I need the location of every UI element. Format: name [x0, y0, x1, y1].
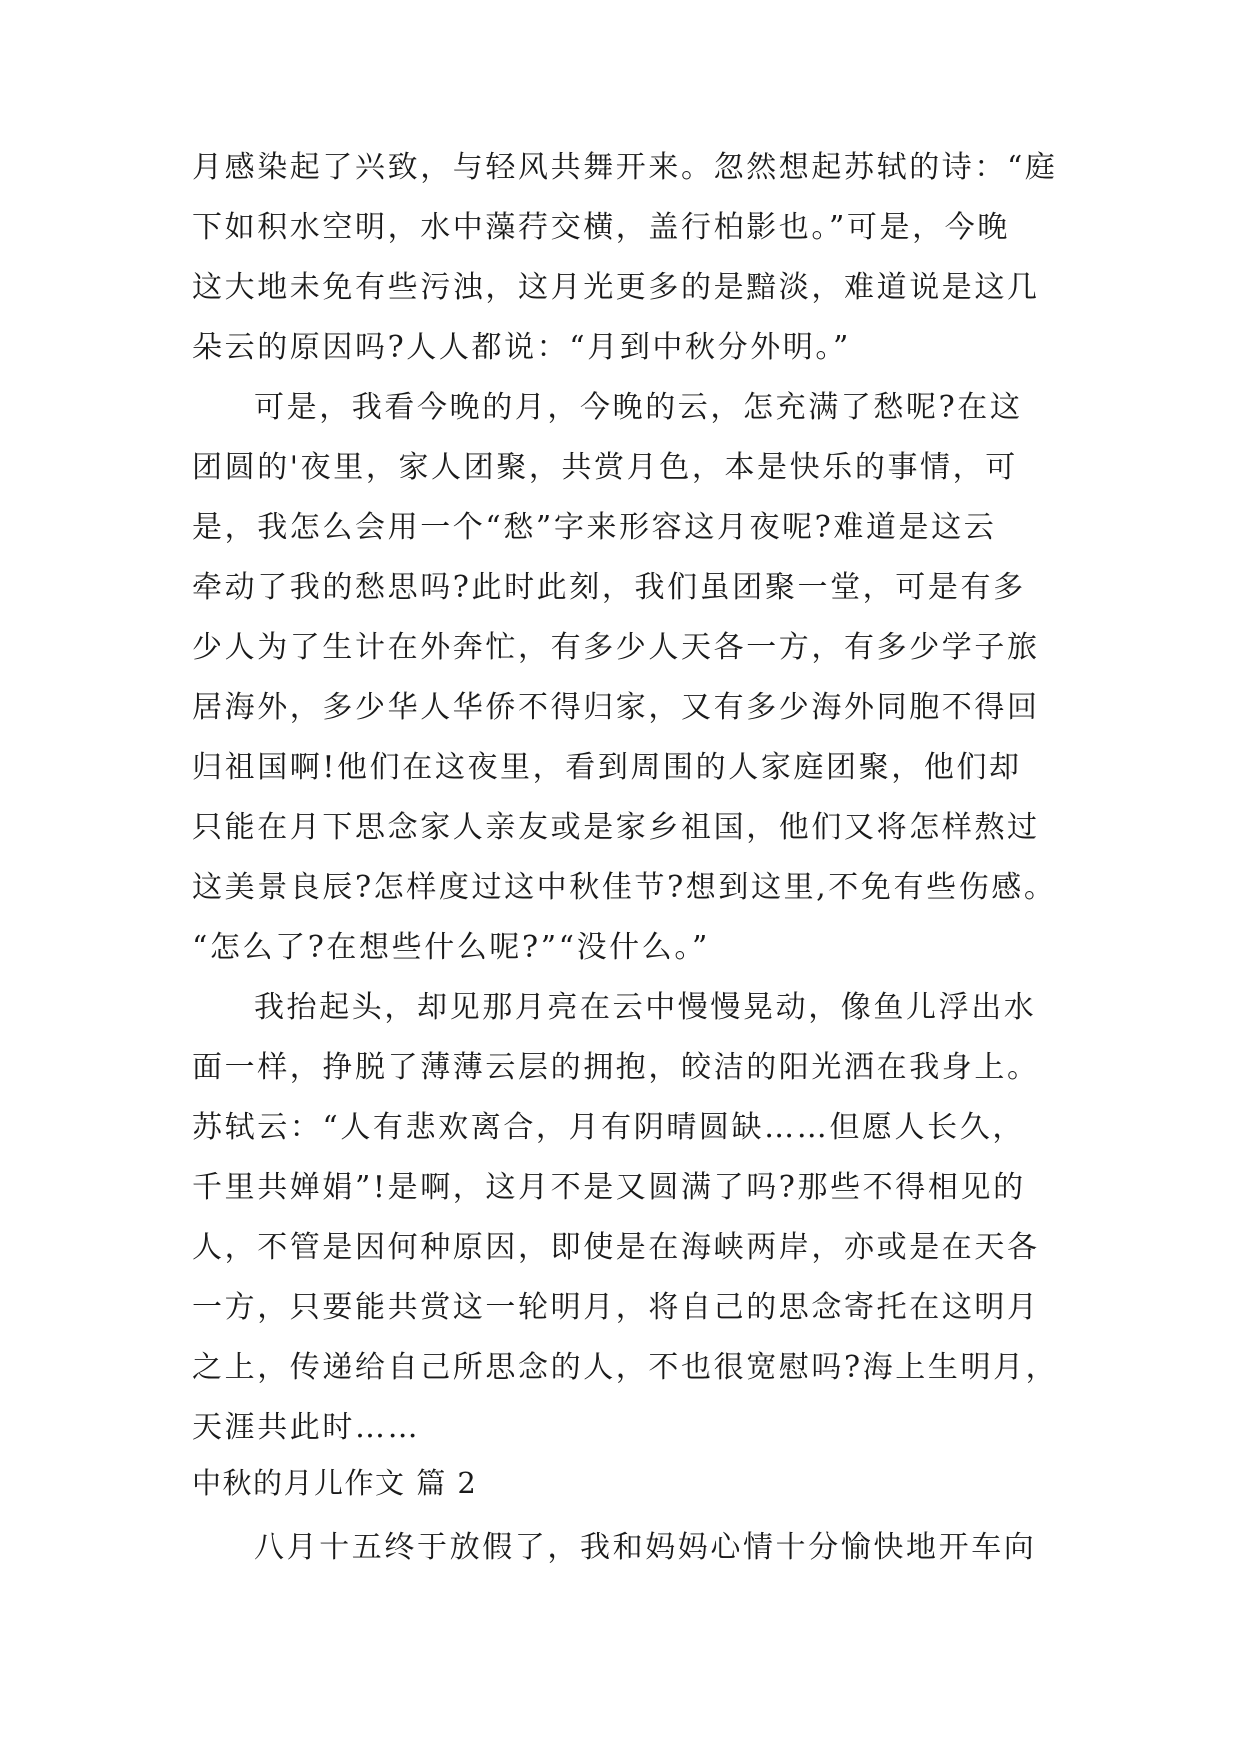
section-title: 中秋的月儿作文 篇 2	[192, 1466, 478, 1500]
paragraph-2-line-9: 这美景良辰?怎样度过这中秋佳节?想到这里,不免有些伤感。	[192, 870, 1057, 905]
paragraph-2-line-5: 少人为了生计在外奔忙，有多少人天各一方，有多少学子旅	[192, 630, 1040, 665]
paragraph-2-line-7: 归祖国啊!他们在这夜里，看到周围的人家庭团聚，他们却	[192, 750, 1022, 785]
paragraph-2-line-6: 居海外，多少华人华侨不得归家，又有多少海外同胞不得回	[192, 690, 1040, 725]
paragraph-3-line-2: 面一样，挣脱了薄薄云层的拥抱，皎洁的阳光洒在我身上。	[192, 1050, 1040, 1085]
paragraph-3-line-5: 人，不管是因何种原因，即使是在海峡两岸，亦或是在天各	[192, 1230, 1040, 1265]
paragraph-2-line-3: 是，我怎么会用一个“愁”字来形容这月夜呢?难道是这云	[192, 510, 997, 545]
paragraph-2-line-4: 牵动了我的愁思吗?此时此刻，我们虽团聚一堂，可是有多	[192, 570, 1026, 605]
paragraph-1-line-2: 下如积水空明，水中藻荇交横，盖行柏影也。”可是，今晚	[192, 210, 1010, 245]
paragraph-2-line-1: 可是，我看今晚的月，今晚的云，怎充满了愁呢?在这	[254, 390, 1023, 425]
paragraph-1-line-3: 这大地未免有些污浊，这月光更多的是黯淡，难道说是这几	[192, 270, 1040, 305]
paragraph-4-line-1: 八月十五终于放假了，我和妈妈心情十分愉快地开车向	[254, 1530, 1037, 1565]
paragraph-1-line-4: 朵云的原因吗?人人都说：“月到中秋分外明。”	[192, 330, 851, 365]
paragraph-1-line-1: 月感染起了兴致，与轻风共舞开来。忽然想起苏轼的诗：“庭	[192, 150, 1058, 185]
paragraph-2-line-10: “怎么了?在想些什么呢?”“没什么。”	[192, 930, 710, 965]
paragraph-3-line-4: 千里共婵娟”!是啊，这月不是又圆满了吗?那些不得相见的	[192, 1170, 1026, 1205]
paragraph-3-line-3: 苏轼云：“人有悲欢离合，月有阴晴圆缺……但愿人长久，	[192, 1110, 1025, 1145]
paragraph-3-line-6: 一方，只要能共赏这一轮明月，将自己的思念寄托在这明月	[192, 1290, 1040, 1325]
paragraph-3-line-1: 我抬起头，却见那月亮在云中慢慢晃动，像鱼儿浮出水	[254, 990, 1037, 1025]
paragraph-3-line-7: 之上，传递给自己所思念的人，不也很宽慰吗?海上生明月，	[192, 1350, 1059, 1385]
paragraph-2-line-2: 团圆的'夜里，家人团聚，共赏月色，本是快乐的事情，可	[192, 450, 1018, 485]
paragraph-2-line-8: 只能在月下思念家人亲友或是家乡祖国，他们又将怎样熬过	[192, 810, 1040, 845]
paragraph-3-line-8: 天涯共此时……	[192, 1410, 421, 1445]
